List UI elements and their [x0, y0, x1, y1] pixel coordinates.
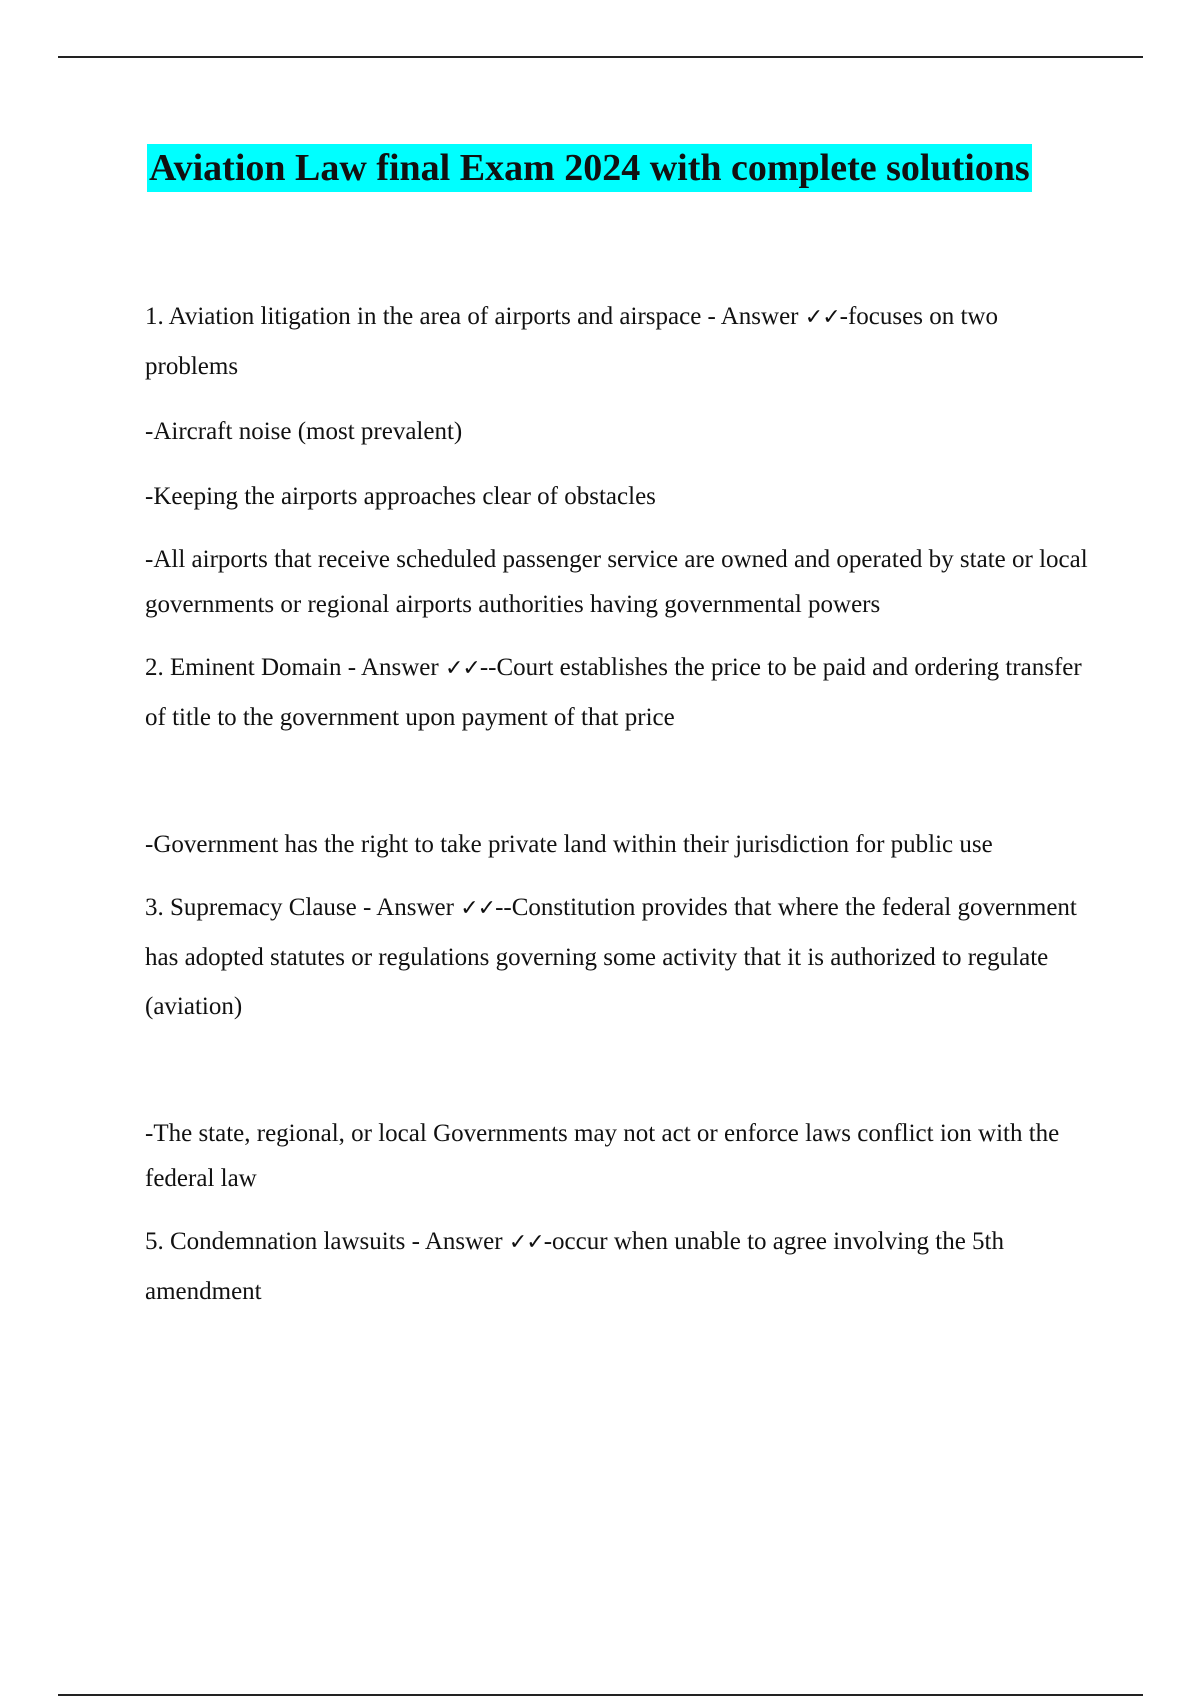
check-mark-icon: ✓✓: [444, 656, 480, 681]
question-2: [145, 643, 1090, 742]
title-block: [147, 144, 1087, 192]
question-2-answer: --Court establishes the price to be paid and ordering transfer of title to the government upon payment of that price: [145, 654, 1082, 731]
question-3: [145, 883, 1090, 1031]
top-rule: [58, 56, 1143, 58]
question-1: [145, 292, 1090, 391]
answer-detail-state-laws: -The state, regional, or local Governments may not act or enforce laws conflict ion with the federal law: [145, 1120, 1060, 1192]
answer-detail-government-right: -Government has the right to take private land within their jurisdiction for public use: [145, 831, 993, 858]
question-5-answer: -occur when unable to agree involving the 5th amendment: [145, 1228, 1005, 1305]
question-1-answer: -focuses on two problems: [145, 303, 998, 380]
question-3-prompt: 3. Supremacy Clause - Answer: [145, 894, 461, 921]
document-body: [145, 292, 1090, 1316]
question-1-prompt: 1. Aviation litigation in the area of airports and airspace - Answer: [145, 303, 805, 330]
answer-detail-airport-ownership: -All airports that receive scheduled passenger service are owned and operated by state or local governments or regional airports authorities having governmental powers: [145, 546, 1088, 618]
document-title: Aviation Law final Exam 2024 with complete solutions: [147, 144, 1032, 192]
check-mark-icon: ✓✓: [460, 896, 496, 921]
question-3-answer: --Constitution provides that where the federal government has adopted statutes or regulations governing some activity that it is authorized to regulate (aviation): [145, 894, 1077, 1020]
check-mark-icon: ✓✓: [508, 1230, 544, 1255]
bottom-rule: [58, 1694, 1143, 1696]
question-5: [145, 1217, 1090, 1316]
question-5-prompt: 5. Condemnation lawsuits - Answer: [145, 1228, 509, 1255]
answer-detail-aircraft-noise: -Aircraft noise (most prevalent): [145, 418, 463, 445]
question-2-prompt: 2. Eminent Domain - Answer: [145, 654, 445, 681]
answer-detail-obstacles: -Keeping the airports approaches clear of obstacles: [145, 483, 656, 510]
check-mark-icon: ✓✓: [804, 305, 840, 330]
